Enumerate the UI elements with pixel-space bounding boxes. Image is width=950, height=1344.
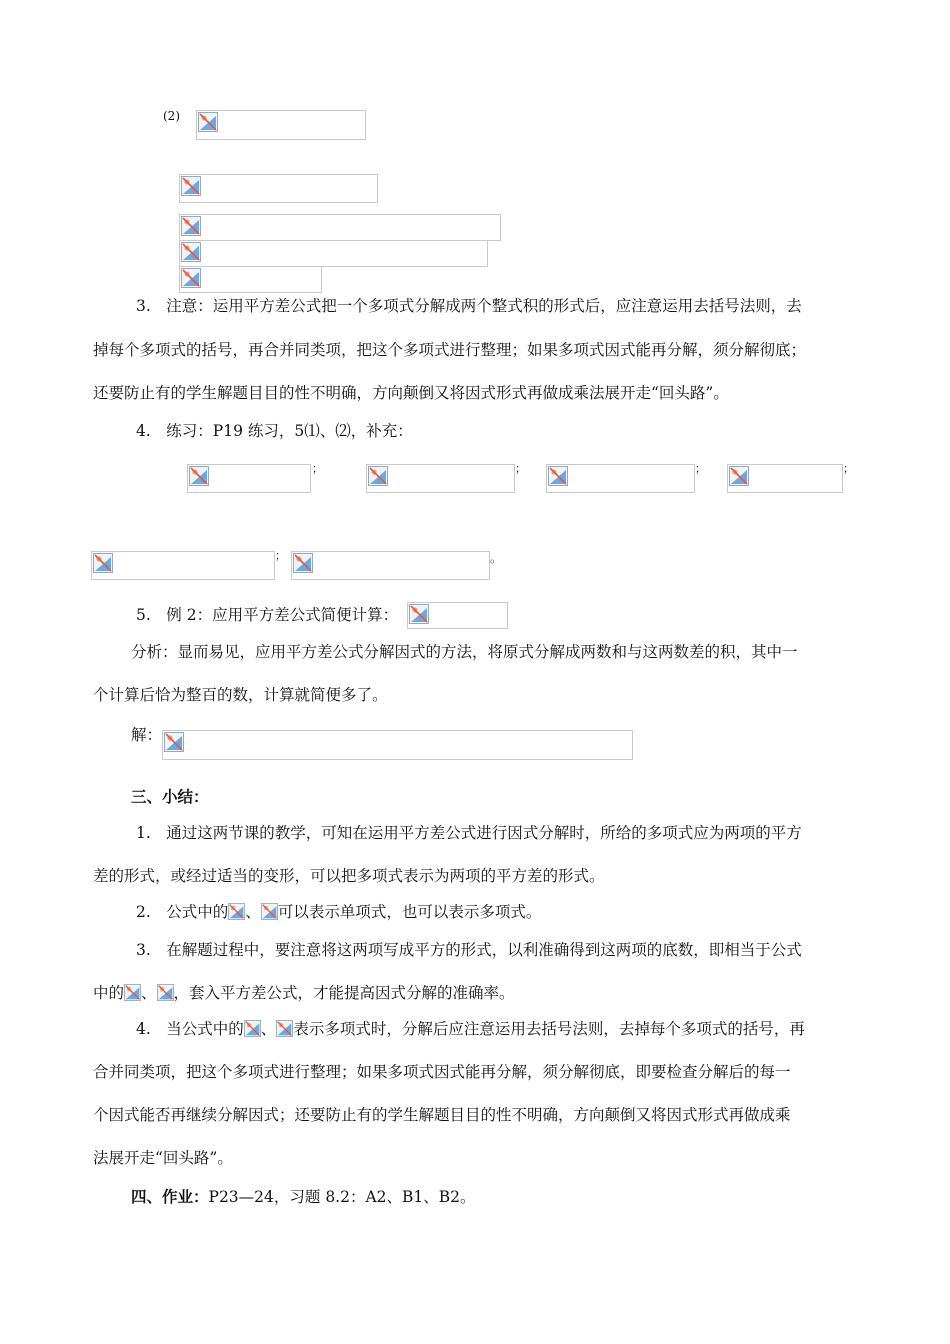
analysis-line-2: 个计算后恰为整百的数，计算就简便多了。 (93, 686, 388, 704)
broken-image-icon (276, 1020, 293, 1037)
broken-image-icon (93, 553, 113, 573)
homework-text: P23—24，习题 8.2：A2、B1、B2。 (208, 1188, 476, 1206)
summary-p2-mid: 、 (245, 903, 261, 921)
exercise-image (727, 464, 843, 493)
formula-image (179, 266, 322, 293)
broken-image-icon (293, 553, 313, 573)
broken-image-icon (181, 268, 201, 288)
formula-image (196, 110, 366, 140)
exercise-image (91, 551, 275, 580)
broken-image-icon (228, 903, 245, 920)
note-3-line-2: 掉每个多项式的括号，再合并同类项，把这个多项式进行整理；如果多项式因式能再分解，须分解彻底； (93, 341, 807, 359)
item-2-label: (2) (163, 109, 180, 123)
solution-image (162, 730, 633, 760)
homework (131, 1187, 476, 1207)
broken-image-icon (409, 604, 429, 624)
summary-p3-line-1: 3. 在解题过程中，要注意将这两项写成平方的形式，以利准确得到这两项的底数，即相当于公式 (136, 941, 802, 959)
broken-image-icon (181, 242, 201, 262)
broken-image-icon (189, 466, 209, 486)
formula-image (179, 214, 501, 241)
formula-image (179, 240, 488, 267)
summary-p4-post: 表示多项式时，分解后应注意运用去括号法则，去掉每个多项式的括号，再 (293, 1020, 805, 1038)
homework-heading: 四、作业： (131, 1187, 209, 1206)
summary-p4-pre: 4. 当公式中的 (136, 1020, 244, 1038)
summary-p2 (136, 902, 541, 922)
summary-p2-post: 可以表示单项式，也可以表示多项式。 (277, 903, 542, 921)
semicolon: ； (312, 462, 323, 475)
broken-image-icon (157, 984, 174, 1001)
formula-image (179, 174, 378, 203)
semicolon: ； (275, 549, 286, 562)
summary-p3-post: ，套入平方差公式，才能提高因式分解的准确率。 (173, 984, 515, 1002)
summary-p1-line-1: 1. 通过这两节课的教学，可知在运用平方差公式进行因式分解时，所给的多项式应为两项的平方 (136, 824, 802, 842)
broken-image-icon (548, 466, 568, 486)
practice-4: 4. 练习：P19 练习，5⑴、⑵，补充： (136, 422, 413, 440)
summary-p2-pre: 2. 公式中的 (136, 903, 229, 921)
summary-p1-line-2: 差的形式，或经过适当的变形，可以把多项式表示为两项的平方差的形式。 (93, 867, 605, 885)
broken-image-icon (729, 466, 749, 486)
summary-p3-pre: 中的 (93, 984, 125, 1002)
summary-p4-mid: 、 (260, 1020, 277, 1038)
example-5: 5. 例 2：应用平方差公式简便计算： (136, 606, 399, 624)
broken-image-icon (181, 216, 201, 236)
broken-image-icon (368, 466, 388, 486)
period: 。 (490, 551, 503, 565)
analysis-line-1: 分析：显而易见，应用平方差公式分解因式的方法，将原式分解成两数和与这两数差的积，其中一 (131, 643, 798, 661)
solution-label: 解： (131, 726, 163, 744)
exercise-image (366, 464, 515, 493)
semicolon: ； (695, 462, 706, 475)
semicolon: ； (843, 462, 854, 475)
summary-p4-line-4: 法展开走“回头路”。 (93, 1149, 233, 1167)
summary-p3-line-2 (93, 983, 515, 1003)
semicolon: ； (515, 462, 526, 475)
broken-image-icon (164, 732, 184, 752)
summary-p4-line-3: 个因式能否再继续分解因式；还要防止有的学生解题目目的性不明确，方向颠倒又将因式形式再做成乘 (93, 1106, 791, 1124)
summary-p4-line-1 (136, 1019, 805, 1039)
broken-image-icon (181, 176, 201, 196)
note-3-line-3: 还要防止有的学生解题目目的性不明确，方向颠倒又将因式形式再做成乘法展开走“回头路”。 (93, 384, 729, 402)
broken-image-icon (261, 903, 278, 920)
broken-image-icon (198, 112, 218, 132)
summary-p3-mid: 、 (141, 984, 157, 1002)
exercise-image (187, 464, 311, 493)
summary-heading: 三、小结： (131, 787, 209, 806)
exercise-image (291, 551, 490, 580)
broken-image-icon (244, 1020, 261, 1037)
summary-p4-line-2: 合并同类项，把这个多项式进行整理；如果多项式因式能再分解，须分解彻底，即要检查分解后的每一 (93, 1063, 791, 1081)
example-image (407, 602, 508, 629)
note-3-line-1: 3. 注意：运用平方差公式把一个多项式分解成两个整式积的形式后，应注意运用去括号法则，去 (136, 297, 802, 315)
exercise-image (546, 464, 695, 493)
broken-image-icon (124, 984, 141, 1001)
